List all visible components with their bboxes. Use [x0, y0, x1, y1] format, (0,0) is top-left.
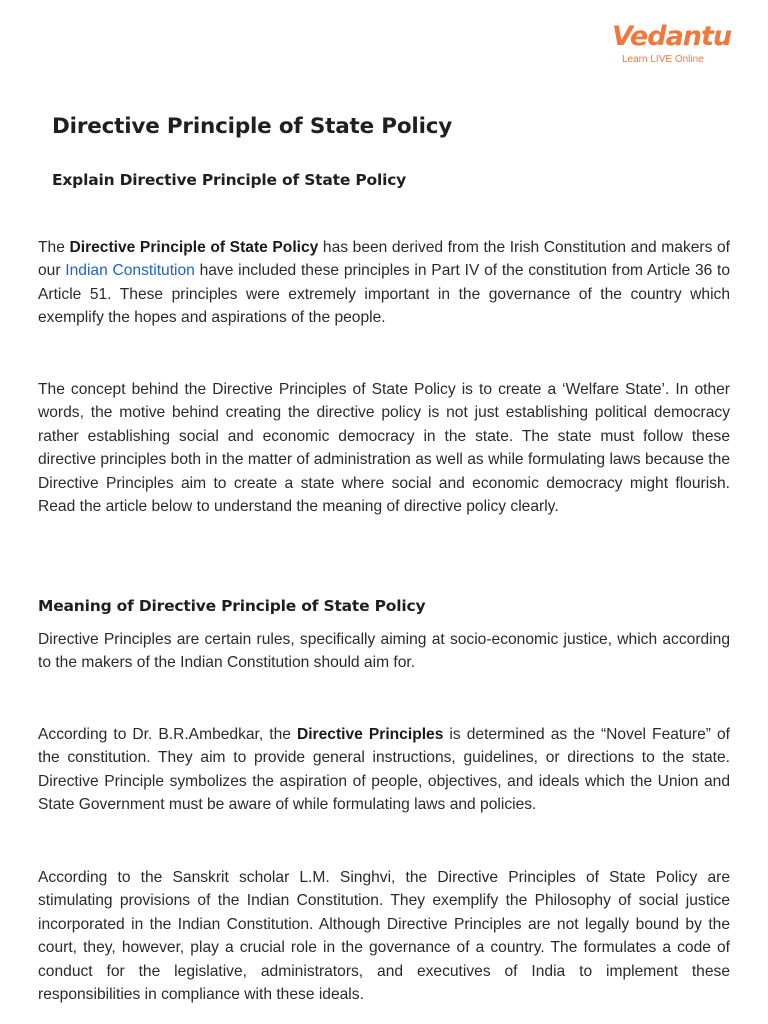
- logo-tagline: Learn LIVE Online: [622, 54, 704, 65]
- paragraph-ambedkar: [38, 723, 730, 817]
- page-title: Directive Principle of State Policy: [52, 114, 453, 139]
- vedantu-logo: [612, 21, 732, 65]
- bold-term: Directive Principles: [296, 726, 444, 743]
- paragraph-welfare-state: The concept behind the Directive Principles of State Policy is to create a ‘Welfare State’. In other words, the motive behind creating the directive policy is not just establishing political democracy rather establishing social and economic democracy in the state. The state must follow these directive principles both in the matter of administration as well as while formulating laws because the Directive Principles aim to create a state where social and economic democracy might flourish. Read the article below to understand the meaning of directive policy clearly.: [38, 381, 730, 516]
- paragraph-intro: [38, 236, 730, 330]
- paragraph-text: has been derived from the Irish Constitution and makers of our: [38, 239, 731, 280]
- paragraph-meaning: Directive Principles are certain rules, specifically aiming at socio-economic justice, which according to the makers of the Indian Constitution should aim for.: [38, 631, 730, 672]
- paragraph-text: The: [38, 239, 70, 256]
- paragraph-singhvi: According to the Sanskrit scholar L.M. Singhvi, the Directive Principles of State Policy are stimulating provisions of the Indian Constitution. They exemplify the Philosophy of social justice incorporated in the Indian Constitution. Although Directive Principles are not legally bound by the court, they, however, play a crucial role in the governance of a country. The formulates a code of conduct for the legislative, administrators, and executives of India to implement these responsibilities in compliance with these ideals.: [38, 869, 730, 1004]
- logo-wordmark: Vedantu: [612, 21, 732, 52]
- paragraph-text: have included these principles in Part IV of the constitution from Article 36 to Article 51. These principles were extremely important in the governance of the country which exemplify the hopes and aspirations of the people.: [38, 262, 731, 327]
- section-heading-meaning: Meaning of Directive Principle of State Policy: [38, 597, 426, 615]
- page-subtitle: Explain Directive Principle of State Policy: [52, 171, 407, 189]
- paragraph-text: is determined as the “Novel Feature” of the constitution. They aim to provide general instructions, guidelines, or directions to the state. Directive Principle symbolizes the aspiration of people, objectives, and ideals which the Union and State Government must be aware of while formulating laws and policies.: [38, 726, 731, 814]
- indian-constitution-link[interactable]: Indian Constitution: [65, 262, 195, 280]
- paragraph-text: According to Dr. B.R.Ambedkar, the: [38, 726, 297, 743]
- bold-term: Directive Principle of State Policy: [69, 239, 319, 256]
